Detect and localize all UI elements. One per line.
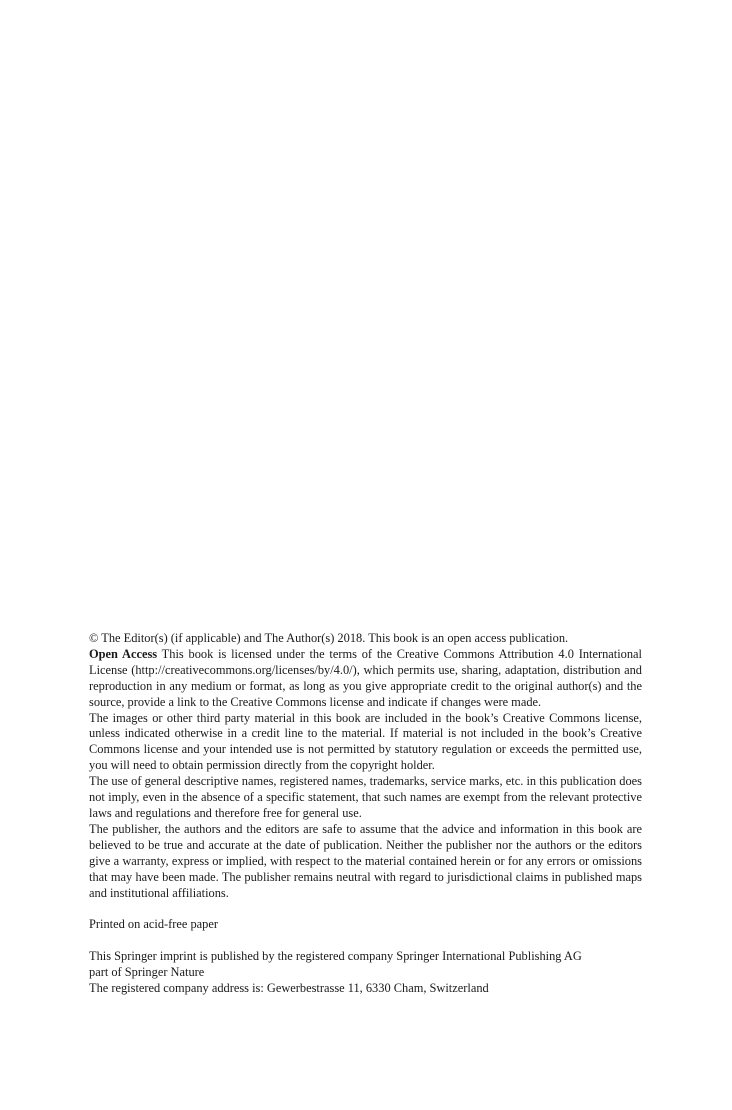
spacer (89, 901, 642, 917)
open-access-text: This book is licensed under the terms of the Creative Commons Attribution 4.0 International License (http://creativecommons.org/licenses/by/4.0/), which permits use, sharing, adaptation, distribution and reproduction in any medium or format, as long as you give appropriate credit to the original author(s) and the source, provide a link to the Creative Commons license and indicate if changes were made. (89, 646, 642, 709)
third-party-material-paragraph: The images or other third party material in this book are included in the book’s Creative Commons license, unless indicated otherwise in a credit line to the material. If material is not included in the book’s Creative Commons license and your intended use is not permitted by statutory regulation or exceeds the permitted use, you will need to obtain permission directly from the copyright holder. (89, 710, 642, 773)
descriptive-names-paragraph: The use of general descriptive names, registered names, trademarks, service marks, etc. in this publication does not imply, even in the absence of a specific statement, that such names are exempt from the relevant protective laws and regulations and therefore free for general use. (89, 774, 642, 820)
spacer (89, 933, 642, 949)
open-access-label: Open Access (89, 646, 158, 661)
open-access-paragraph (89, 647, 642, 711)
copyright-notice: © The Editor(s) (if applicable) and The Author(s) 2018. This book is an open access publication. (89, 631, 569, 645)
disclaimer-paragraph: The publisher, the authors and the editors are safe to assume that the advice and information in this book are believed to be true and accurate at the date of publication. Neither the publisher nor the authors or the editors give a warranty, express or implied, with respect to the material contained herein or for any errors or omissions that may have been made. The publisher remains neutral with regard to jurisdictional claims in published maps and institutional affiliations. (89, 821, 642, 900)
imprint-line-1: This Springer imprint is published by the registered company Springer International Publishing AG (89, 949, 582, 964)
imprint-line-2: part of Springer Nature (89, 965, 205, 979)
copyright-block (89, 631, 642, 997)
registered-address: The registered company address is: Gewerbestrasse 11, 6330 Cham, Switzerland (89, 980, 489, 995)
acid-free-paper-note: Printed on acid-free paper (89, 917, 219, 932)
